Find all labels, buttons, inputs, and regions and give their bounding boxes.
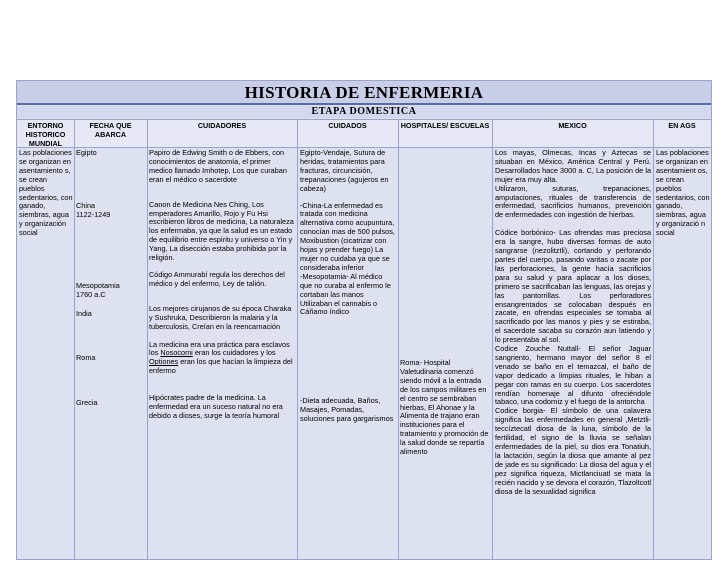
optiones-term: Optiones bbox=[149, 357, 179, 367]
cuidadores-roma-text: La medicina era una práctica para esclavos los bbox=[149, 339, 290, 358]
column-divider bbox=[653, 119, 654, 559]
hospitales-cell: Roma- Hospital Valetudinaria comenzó siendo móvil a la entrada de los campos militares en el centro se sembraban hierbas, El Ahonae y la Alimenta de trajano eran instituciones para el tratamiento y promoción de la salud donde se repartía alimento bbox=[400, 358, 489, 457]
cuidados-column bbox=[300, 149, 396, 424]
header-cuidadores: CUIDADORES bbox=[197, 121, 247, 130]
column-divider bbox=[74, 119, 75, 559]
cuidadores-mesopotamia: Código Ammurabí regula los derechos del médico y del enfermo, Ley de talión. bbox=[149, 269, 285, 288]
cuidadores-roma-text: eran los que hacían la limpieza del enfermo bbox=[149, 357, 293, 376]
header-hospitales: HOSPITALES/ ESCUELAS bbox=[400, 121, 490, 130]
fecha-mesopotamia: Mesopotamia bbox=[76, 280, 120, 290]
fecha-grecia: Grecia bbox=[76, 398, 98, 408]
column-divider bbox=[492, 119, 493, 559]
nosocomi-term: Nosocomi bbox=[160, 348, 193, 358]
header-fecha: FECHA QUE ABARCA bbox=[89, 121, 132, 139]
cuidadores-grecia: Hipócrates padre de la medicina. La enfermedad era un suceso natural no era debido a dioses, surge la teoría humoral bbox=[149, 393, 283, 420]
column-divider bbox=[297, 119, 298, 559]
cuidadores-column bbox=[149, 149, 295, 421]
cuidadores-india: Los mejores cirujanos de su época Charaka y Sushruka, Describieron la malaria y la tuberculosis, Creían en la reencarnación bbox=[149, 303, 292, 331]
header-ags: EN AGS bbox=[668, 121, 696, 130]
cuidadores-china: Canon de Medicina Nes Ching, Los emperadores Amarillo, Rojo y Fu Hsi escribieron libros de medicina, La naturaleza los enfermaba, ya que la salud es un estado de equilibrio entre espíritu y universo o Yin y Yang, La disección estaba prohibida por la religión. bbox=[149, 199, 294, 263]
cuidados-china: -China-La enfermedad es tratada con medicina alternativa como acupuntura, conocían mas de 500 pulsos, Moxibustion (cicatrizar con hojas y prender fuego) La mujer no cuidaba ya que se consideraba inferior bbox=[300, 200, 395, 272]
cuidadores-egipto: Papiro de Edwing Smith o de Ebbers, con conocimientos de anatomía, el primer medico llamado Imhotep, Los que curaban eran el médico o sacerdote bbox=[149, 148, 287, 184]
mexico-p4: Codice Zouche Nuttall- El señor Jaguar sangriento, hermano mayor del señor 8 el venado se baño en el temazcal, el baño de vapor dedicado a limpias rituales, le hiban a pegar con ramas en su cuerpo. Los sacerdotes rendían homenaje al difunto ofreciéndole tabaco, una codorniz y el fuego de la antorcha bbox=[495, 344, 651, 407]
fecha-egipto: Egipto bbox=[76, 148, 97, 157]
header-mexico: MEXICO bbox=[558, 121, 587, 130]
mexico-column bbox=[495, 149, 651, 496]
history-table bbox=[16, 80, 712, 560]
fecha-china-years: 1122-1249 bbox=[76, 209, 111, 219]
column-divider bbox=[147, 119, 148, 559]
fecha-column bbox=[76, 149, 144, 408]
cuidadores-roma-text: eran los cuidadores y los bbox=[192, 348, 276, 358]
page-title: HISTORIA DE ENFERMERIA bbox=[17, 81, 711, 105]
ags-cell: Las poblaciones se organizan en asentamient os, se crean pueblos sedentarios, con ganado, siembras, agua y organizació n social bbox=[656, 148, 710, 238]
entorno-cell: Las poblaciones se organizan en asentamiento s, se crean pueblos sedentarios, con ganado, siembras, agua y organización social bbox=[19, 148, 73, 238]
mexico-p3: Códice borbónico- Las ofrendas mas preciosa era la sangre, hubo diversas formas de auto sangrarse (nezolitztli), cortando y perforando partes del cuerpo, pasando varitas o zacate por las perforaciones, la gente hacía sacrificios para su salud y para aplacar a los dioses, primero se sacrificaban las lenguas, las orejas y las pantorrillas. Los perforadores ensangrentados se colocaban después en zacate, en ofrendas especiales se tomaba al sacrificado por las manos y pies y se estiraba, el sacerdote sacaba su corazón aun latiendo y lo presentaba al sol. bbox=[495, 228, 651, 345]
mexico-p2: Utilizaron, suturas, trepanaciones, amputaciones, rituales de transferencia de enfermedad, sacrificios humanos, prevención de enfermedades con ingestión de hierbas. bbox=[495, 183, 651, 220]
mexico-p1: Los mayas, Olmecas, Incas y Aztecas se situaban en México, América Central y Perú. Desarrollados hace 3000 a. C, La posición de la mujer era muy alta. bbox=[495, 148, 651, 184]
column-divider bbox=[398, 119, 399, 559]
cuidados-mesopotamia: -Mesopotamia- Al médico que no curaba al enfermo le cortaban las manos Utilizaban el cannabis o Cáñamo índico bbox=[300, 271, 391, 317]
page-subtitle: ETAPA DOMESTICA bbox=[17, 106, 711, 118]
cuidados-grecia: -Dieta adecuada, Baños, Masajes, Pomadas, soluciones para gargarismos bbox=[300, 396, 394, 424]
fecha-india: India bbox=[76, 308, 92, 318]
mexico-p5: Codice borgia- El símbolo de una calavera significa las enfermedades en general ,Metztli-teccíztecatl diosa de la luna, símbolo de la fertilidad, el signo de la lluvia se señalan enfermedades de la piel, su dios era Tonatiuh, la lactación, según la diosa que amante al pez de jade es su significado: La diosa del agua y el pez significa riqueza, Mictlanciuatl se mata la recién nacido y se devora el corazón, Tlazoltcotl diosa de la sexualidad significa bbox=[495, 406, 651, 496]
fecha-mesopotamia-years: 1760 a.C bbox=[76, 289, 106, 299]
cuidados-egipto: Egipto-Vendaje, Sutura de heridas, tratamientos para fracturas, circuncisión, trepanaciones (agujeros en cabeza) bbox=[300, 148, 389, 193]
header-cuidados: CUIDADOS bbox=[328, 121, 367, 130]
header-row bbox=[17, 119, 711, 148]
fecha-china: China bbox=[76, 200, 96, 210]
fecha-roma: Roma bbox=[76, 353, 96, 363]
cuidadores-roma bbox=[149, 341, 295, 377]
header-entorno: ENTORNO HISTORICO MUNDIAL bbox=[25, 121, 66, 148]
